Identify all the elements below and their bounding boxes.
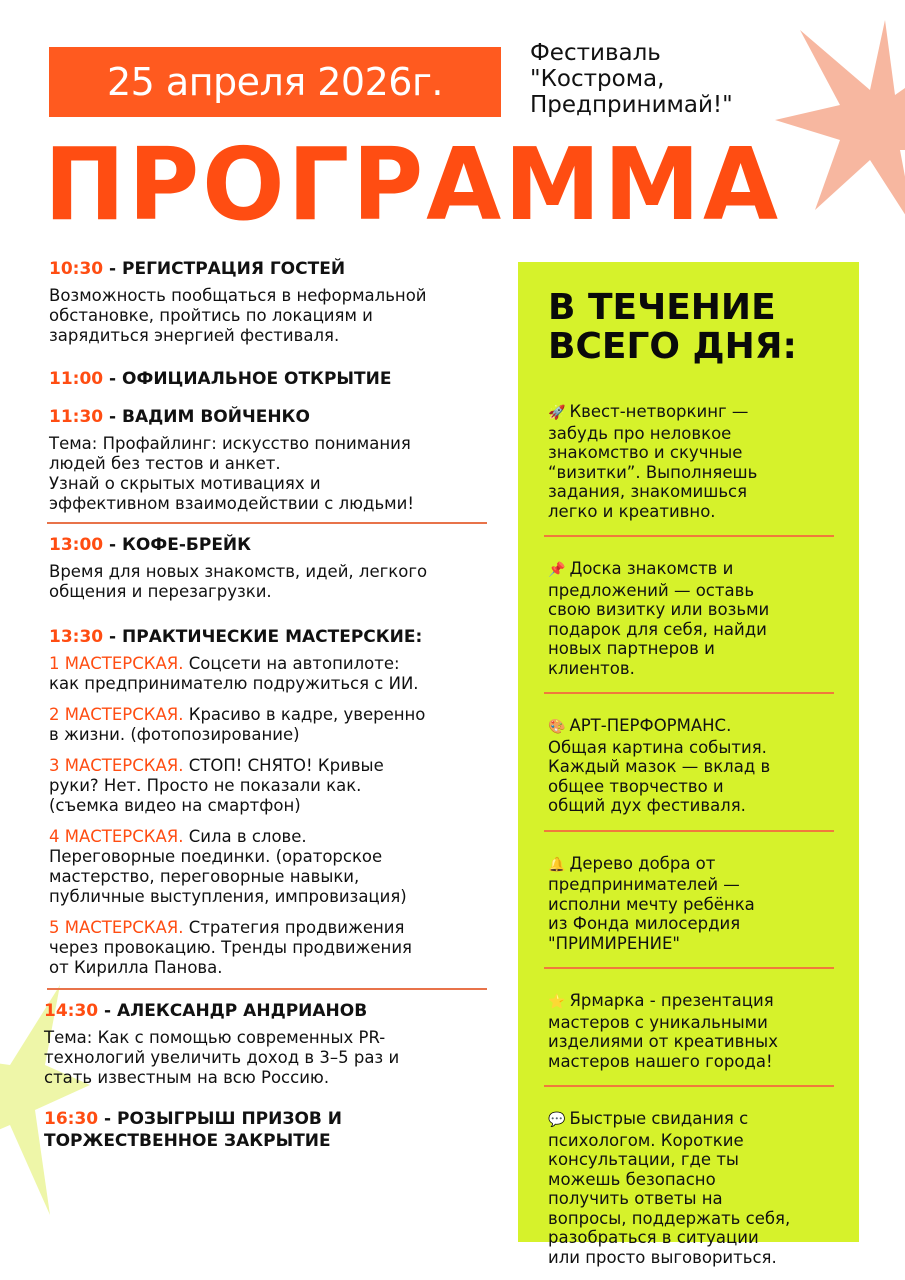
star-icon: ⭐ [548, 994, 566, 1010]
all-day-item-text: из Фонда милосердия [548, 914, 741, 933]
schedule-item [44, 1000, 499, 1088]
all-day-item-text: мастеров с уникальными [548, 1012, 768, 1032]
all-day-item-text: вопросы, поддержать себя, [548, 1208, 791, 1228]
all-day-item-text: исполни мечту ребёнка [548, 894, 755, 914]
all-day-item-text: мастеров нашего города! [548, 1051, 773, 1071]
schedule-item [49, 534, 499, 602]
festival-line: Фестиваль [530, 40, 661, 66]
schedule-time: 10:30 [49, 259, 104, 279]
workshop-item [49, 918, 499, 978]
schedule-title-cont: ТОРЖЕСТВЕННОЕ ЗАКРЫТИЕ [44, 1131, 331, 1151]
all-day-list [548, 402, 837, 1267]
schedule-desc-line: технологий увеличить доход в 3–5 раз и [44, 1048, 400, 1067]
all-day-item-text: разобраться в ситуации [548, 1228, 759, 1247]
all-day-item-text: общее творчество и [548, 776, 724, 796]
all-day-item-text: психологом. Короткие [548, 1130, 744, 1150]
schedule-desc-line: Тема: Профайлинг: искусство понимания [49, 434, 411, 453]
schedule-item-heading [49, 626, 499, 648]
workshop-first-line [49, 756, 499, 776]
all-day-item-line [548, 559, 837, 581]
workshop-first-line [49, 705, 499, 725]
all-day-item-line [548, 854, 837, 876]
workshop-item [49, 654, 499, 694]
workshop-item [49, 756, 499, 816]
all-day-item-line [548, 777, 837, 797]
all-day-item-text: Каждый мазок — вклад в [548, 757, 771, 776]
schedule-desc-line: Тема: Как с помощью современных PR- [44, 1028, 386, 1047]
schedule-title: - РЕГИСТРАЦИЯ ГОСТЕЙ [109, 259, 346, 279]
all-day-item-line [548, 639, 837, 659]
all-day-item-line [548, 482, 837, 502]
all-day-item-line [548, 757, 837, 777]
all-day-panel [518, 262, 859, 1267]
schedule-title: - ВАДИМ ВОЙЧЕНКО [109, 407, 310, 427]
schedule [44, 258, 499, 1152]
schedule-item-heading [49, 534, 499, 556]
workshop-line: через провокацию. Тренды продвижения [49, 938, 412, 957]
all-day-item [548, 716, 837, 816]
all-day-item-line [548, 600, 837, 620]
all-day-item-line [548, 620, 837, 640]
all-day-item-line [548, 424, 837, 444]
workshop-line: в жизни. (фотопозирование) [49, 725, 300, 744]
section-divider [544, 1085, 834, 1087]
schedule-item [49, 368, 499, 390]
all-day-item-line [548, 991, 837, 1013]
all-day-item-text: клиентов. [548, 658, 635, 678]
schedule-item-heading [49, 406, 499, 428]
schedule-item-heading [49, 258, 499, 280]
all-day-item-line [548, 1170, 837, 1190]
all-day-item [548, 559, 837, 678]
schedule-item-heading [49, 368, 499, 390]
workshop-topic: Стратегия продвижения [183, 918, 405, 937]
workshop-line: как предпринимателю подружиться с ИИ. [49, 674, 419, 693]
schedule-time: 13:30 [49, 627, 104, 647]
all-day-item-line [548, 738, 837, 758]
all-day-item-text: "ПРИМИРЕНИЕ" [548, 933, 681, 953]
workshop-topic: Соцсети на автопилоте: [183, 654, 400, 673]
all-day-item-text: “визитки”. Выполняешь [548, 462, 758, 482]
schedule-desc-line: Узнай о скрытых мотивациях и [49, 474, 321, 493]
all-day-item-text: консультации, где ты [548, 1150, 739, 1169]
event-date: 25 апреля 2026г. [106, 60, 444, 104]
all-day-item-text: подарок для себя, найди [548, 619, 767, 639]
festival-name [530, 40, 790, 118]
festival-line: Предпринимай!" [530, 92, 733, 118]
all-day-item-line [548, 1150, 837, 1170]
all-day-title [548, 288, 837, 366]
all-day-item-line [548, 1209, 837, 1229]
workshop-line: мастерство, переговорные навыки, [49, 867, 360, 886]
section-divider [47, 522, 487, 524]
schedule-title: - ПРАКТИЧЕСКИЕ МАСТЕРСКИЕ: [109, 627, 423, 647]
all-day-item-text: Доска знакомств и [569, 559, 734, 578]
all-day-item-line [548, 1131, 837, 1151]
schedule-item [49, 258, 499, 346]
workshop-first-line [49, 827, 499, 847]
all-day-item-text: Быстрые свидания с [569, 1109, 749, 1128]
speech-icon: 💬 [548, 1112, 566, 1128]
all-day-item-text: предложений — оставь [548, 580, 755, 600]
schedule-title: - АЛЕКСАНДР АНДРИАНОВ [104, 1001, 368, 1021]
section-divider [544, 830, 834, 832]
schedule-time: 16:30 [44, 1109, 99, 1129]
all-day-item-text: новых партнеров и [548, 639, 715, 658]
schedule-time: 11:00 [49, 369, 104, 389]
schedule-desc-line: общения и перезагрузки. [49, 582, 272, 601]
all-day-item-line [548, 1248, 837, 1268]
schedule-item [49, 626, 499, 978]
schedule-item [49, 406, 499, 514]
workshop-item [49, 705, 499, 745]
all-day-item-text: общий дух фестиваля. [548, 796, 746, 815]
all-day-item-text: задания, знакомишься [548, 482, 748, 501]
schedule-time: 13:00 [49, 535, 104, 555]
workshop-line: от Кирилла Панова. [49, 958, 223, 977]
workshop-label: 2 МАСТЕРСКАЯ. [49, 705, 184, 724]
schedule-desc-line: Возможность пообщаться в неформальной [49, 286, 427, 305]
festival-line: "Кострома, [530, 66, 665, 92]
schedule-desc-line: людей без тестов и анкет. [49, 454, 281, 473]
schedule-time: 14:30 [44, 1001, 99, 1021]
schedule-desc-line: зарядиться энергией фестиваля. [49, 326, 340, 345]
schedule-desc-line: эффективном взаимодействии с людьми! [49, 494, 414, 513]
workshop-line: Переговорные поединки. (ораторское [49, 847, 383, 866]
all-day-title-line: ВСЕГО ДНЯ: [548, 326, 797, 367]
rocket-icon: 🚀 [548, 405, 566, 421]
all-day-item-line [548, 1228, 837, 1248]
all-day-item-line [548, 1052, 837, 1072]
schedule-time: 11:30 [49, 407, 104, 427]
pin-icon: 📌 [548, 562, 566, 578]
all-day-item-line [548, 1189, 837, 1209]
all-day-item-text: Ярмарка - презентация [569, 991, 774, 1010]
all-day-item-line [548, 402, 837, 424]
all-day-item-line [548, 875, 837, 895]
workshop-line: руки? Нет. Просто не показали как. [49, 776, 362, 795]
section-divider [544, 692, 834, 694]
schedule-title: - КОФЕ-БРЕЙК [109, 535, 252, 555]
all-day-item [548, 402, 837, 521]
all-day-item [548, 1109, 837, 1267]
all-day-item-line [548, 796, 837, 816]
schedule-item [44, 1108, 499, 1152]
all-day-item-text: изделиями от креативных [548, 1032, 778, 1051]
all-day-item-line [548, 502, 837, 522]
workshop-label: 4 МАСТЕРСКАЯ. [49, 827, 184, 846]
all-day-item-text: предпринимателей — [548, 875, 740, 894]
workshop-first-line [49, 918, 499, 938]
workshop-label: 5 МАСТЕРСКАЯ. [49, 918, 184, 937]
all-day-item-line [548, 659, 837, 679]
workshop-topic: Сила в слове. [183, 827, 307, 846]
all-day-item-text: забудь про неловкое [548, 423, 732, 443]
workshop-topic: Красиво в кадре, уверенно [183, 705, 426, 724]
all-day-item-line [548, 1032, 837, 1052]
bell-icon: 🔔 [548, 856, 566, 873]
workshop-first-line [49, 654, 499, 674]
schedule-item-heading [44, 1108, 499, 1130]
all-day-item-text: получить ответы на [548, 1189, 723, 1208]
section-divider [544, 967, 834, 969]
all-day-item-line [548, 934, 837, 954]
schedule-title: - РОЗЫГРЫШ ПРИЗОВ И [104, 1109, 342, 1129]
workshop-line: публичные выступления, импровизация) [49, 887, 407, 906]
schedule-desc-line: стать известным на всю Россию. [44, 1068, 330, 1087]
date-banner [49, 47, 501, 117]
schedule-desc-line: Время для новых знакомств, идей, легкого [49, 562, 428, 581]
all-day-item-text: свою визитку или возьми [548, 600, 770, 619]
all-day-item-line [548, 581, 837, 601]
all-day-item-line [548, 1013, 837, 1033]
all-day-item-line [548, 914, 837, 934]
workshop-topic: СТОП! СНЯТО! Кривые [183, 756, 384, 775]
all-day-item-text: можешь безопасно [548, 1169, 716, 1189]
schedule-desc-line: обстановке, пройтись по локациям и [49, 306, 373, 325]
all-day-item-text: Общая картина события. [548, 737, 767, 757]
workshop-item [49, 827, 499, 907]
section-divider [544, 535, 834, 537]
schedule-title: - ОФИЦИАЛЬНОЕ ОТКРЫТИЕ [109, 369, 392, 389]
palette-icon: 🎨 [548, 719, 566, 735]
schedule-item-heading [44, 1000, 499, 1022]
all-day-item-line [548, 443, 837, 463]
all-day-item-line [548, 716, 837, 738]
all-day-title-line: В ТЕЧЕНИЕ [548, 287, 776, 328]
all-day-item-text: Дерево добра от [569, 853, 716, 873]
workshop-line: (съемка видео на смартфон) [49, 796, 301, 815]
all-day-item [548, 991, 837, 1071]
all-day-item [548, 854, 837, 954]
all-day-item-text: АРТ-ПЕРФОРМАНС. [569, 716, 732, 735]
workshop-label: 1 МАСТЕРСКАЯ. [49, 654, 184, 673]
all-day-item-line [548, 1109, 837, 1131]
all-day-item-line [548, 895, 837, 915]
page-title: ПРОГРАММА [44, 126, 782, 243]
all-day-item-text: или просто выговориться. [548, 1247, 777, 1267]
workshop-label: 3 МАСТЕРСКАЯ. [49, 756, 184, 775]
all-day-item-text: знакомство и скучные [548, 443, 743, 462]
all-day-item-text: легко и креативно. [548, 501, 716, 521]
all-day-item-line [548, 463, 837, 483]
all-day-item-text: Квест-нетворкинг — [569, 402, 749, 421]
section-divider [47, 988, 487, 990]
